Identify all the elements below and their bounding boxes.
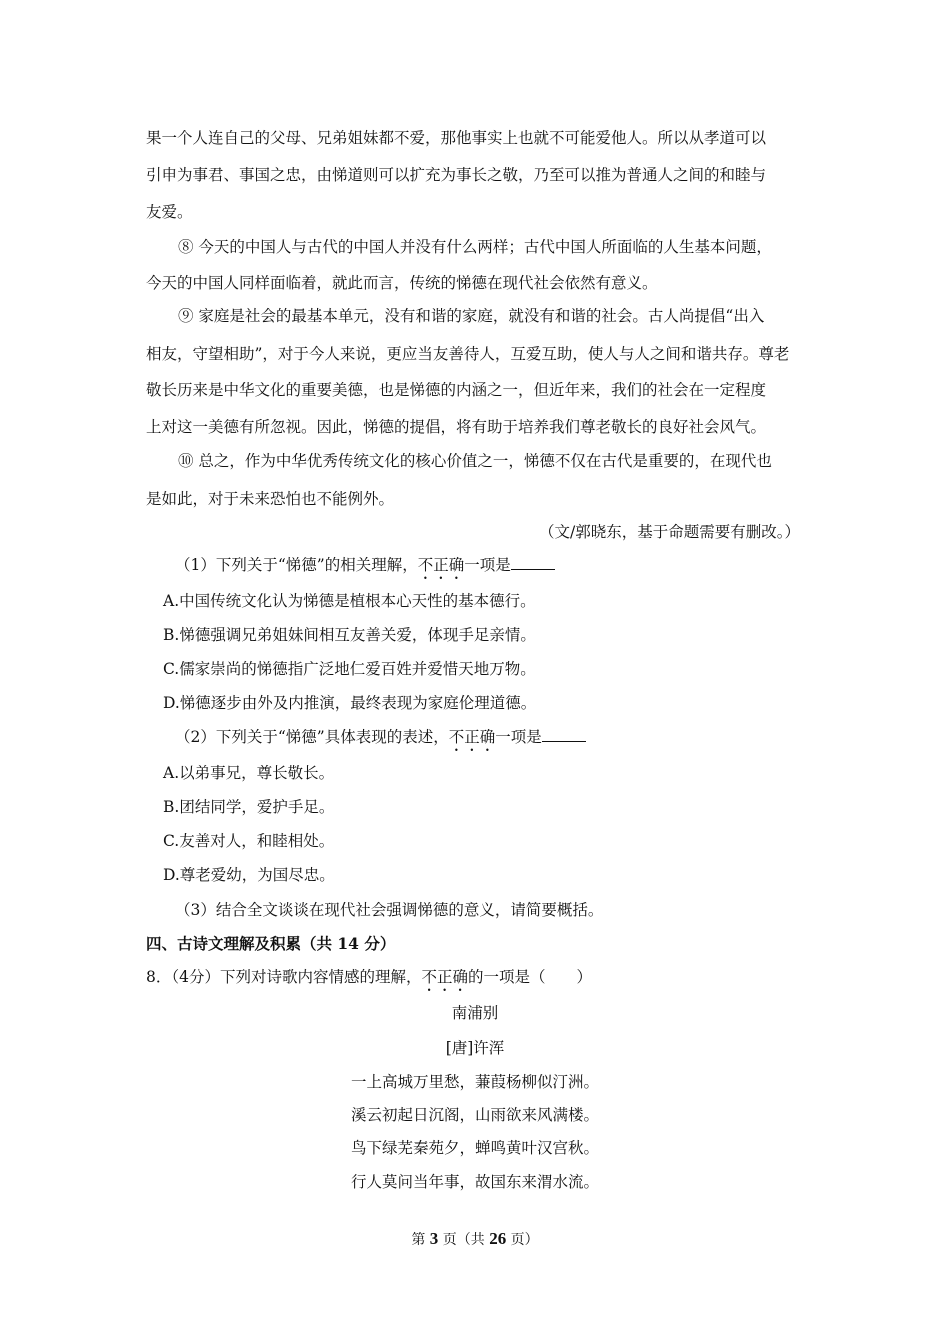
paragraph-9-line: ⑨ 家庭是社会的最基本单元，没有和谐的家庭，就没有和谐的社会。古人尚提倡“出入	[178, 307, 765, 325]
paragraph-7-line: 引申为事君、事国之忠，由悌道则可以扩充为事长之敬，乃至可以推为普通人之间的和睦与	[146, 166, 767, 184]
option-c: C.儒家崇尚的悌德指广泛地仁爱百姓并爱惜天地万物。	[163, 660, 536, 678]
question-2-stem: （2）下列关于“悌德”具体表现的表述，不正确一项是	[175, 727, 586, 755]
paragraph-9-line: 上对这一美德有所忽视。因此，悌德的提倡，将有助于培养我们尊老敬长的良好社会风气。	[146, 418, 767, 436]
section-heading: 四、古诗文理解及积累（共 14 分）	[146, 934, 396, 953]
option-a: A.以弟事兄，尊长敬长。	[163, 764, 335, 782]
poem-title: 南浦别	[451, 1004, 499, 1022]
paragraph-10-line: 是如此，对于未来恐怕也不能例外。	[146, 490, 395, 508]
paragraph-9-line: 敬长历来是中华文化的重要美德，也是悌德的内涵之一，但近年来，我们的社会在一定程度	[146, 381, 767, 399]
paragraph-7-line: 果一个人连自己的父母、兄弟姐妹都不爱，那他事实上也就不可能爱他人。所以从孝道可以	[146, 129, 767, 147]
paragraph-8-line: 今天的中国人同样面临着，就此而言，传统的悌德在现代社会依然有意义。	[146, 274, 658, 292]
emphasis-text: 不正确	[421, 968, 469, 986]
page-number: 3	[429, 1229, 439, 1248]
poem-line: 鸟下绿芜秦苑夕，蝉鸣黄叶汉宫秋。	[350, 1139, 599, 1157]
page-footer: 第 3 页（共 26 页）	[411, 1229, 539, 1248]
source-note: （文/郭晓东，基于命题需要有删改。）	[539, 523, 800, 541]
answer-blank[interactable]	[542, 727, 586, 742]
page-total: 26	[489, 1229, 507, 1248]
poem-line: 溪云初起日沉阁，山雨欲来风满楼。	[350, 1106, 599, 1124]
emphasis-text: 不正确	[448, 728, 496, 746]
paragraph-7-line: 友爱。	[146, 203, 193, 221]
option-a: A.中国传统文化认为悌德是植根本心天性的基本德行。	[163, 592, 536, 610]
answer-blank[interactable]	[511, 555, 555, 570]
question-8-stem: 8．（4分）下列对诗歌内容情感的理解，不正确的一项是（ ）	[146, 968, 593, 986]
option-b: B.团结同学，爱护手足。	[163, 798, 335, 816]
option-c: C.友善对人，和睦相处。	[163, 832, 335, 850]
paragraph-8-line: ⑧ 今天的中国人与古代的中国人并没有什么两样；古代中国人所面临的人生基本问题，	[178, 238, 772, 256]
option-d: D.尊老爱幼，为国尽忠。	[163, 866, 335, 884]
poem-line: 行人莫问当年事，故国东来渭水流。	[350, 1173, 599, 1191]
question-3-stem: （3）结合全文谈谈在现代社会强调悌德的意义，请简要概括。	[175, 901, 604, 919]
poem-author: [唐]许浑	[445, 1039, 505, 1057]
poem-line: 一上高城万里愁，蒹葭杨柳似汀洲。	[350, 1073, 599, 1091]
option-b: B.悌德强调兄弟姐妹间相互友善关爱，体现手足亲情。	[163, 626, 536, 644]
question-1-stem: （1）下列关于“悌德”的相关理解，不正确一项是	[175, 555, 555, 583]
paragraph-9-line: 相友，守望相助”，对于今人来说，更应当友善待人，互爱互助，使人与人之间和谐共存。尊老	[146, 345, 790, 363]
option-d: D.悌德逐步由外及内推演，最终表现为家庭伦理道德。	[163, 694, 537, 712]
paragraph-10-line: ⑩ 总之，作为中华优秀传统文化的核心价值之一，悌德不仅在古代是重要的，在现代也	[178, 452, 772, 470]
emphasis-text: 不正确	[417, 556, 465, 574]
